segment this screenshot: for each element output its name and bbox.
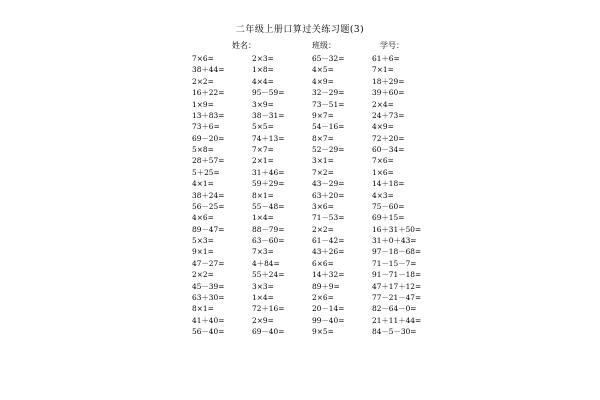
problem-cell: 18＋29= xyxy=(372,76,405,86)
problem-cell: 43＋26= xyxy=(312,247,345,257)
problem-cell: 45－39= xyxy=(192,281,225,291)
problem-cell: 7×3= xyxy=(252,247,274,257)
problem-cell: 24＋73= xyxy=(372,110,405,120)
problem-cell: 69－40= xyxy=(252,327,285,336)
problem-cell: 3×3= xyxy=(252,281,274,291)
problem-cell: 2×2= xyxy=(192,76,214,86)
problem-cell: 60－34= xyxy=(372,145,405,154)
name-label: 姓名： xyxy=(232,41,256,50)
problem-cell: 1×8= xyxy=(252,65,274,75)
problem-cell: 3×1= xyxy=(312,156,334,166)
student-id-label: 学号： xyxy=(380,41,404,50)
problem-cell: 84－5－30= xyxy=(372,327,417,336)
problem-cell: 2×1= xyxy=(252,156,274,166)
problem-cell: 31＋46= xyxy=(252,167,285,177)
problem-cell: 71－15－7= xyxy=(372,258,417,268)
problem-cell: 31＋0＋43= xyxy=(372,236,417,245)
problem-cell: 14＋32= xyxy=(312,270,345,280)
problem-cell: 8×7= xyxy=(312,133,334,143)
problem-cell: 4×9= xyxy=(312,76,334,86)
problem-cell: 38＋44= xyxy=(192,65,225,75)
problem-cell: 39＋60= xyxy=(372,88,405,98)
problem-cell: 43－29= xyxy=(312,179,345,189)
problem-cell: 7×2= xyxy=(312,167,334,177)
problem-cell: 2×2= xyxy=(312,224,334,234)
problem-cell: 14＋18= xyxy=(372,179,405,189)
problem-cell: 8×1= xyxy=(192,304,214,314)
problem-cell: 99－40= xyxy=(312,315,345,325)
problem-cell: 2×6= xyxy=(312,292,334,302)
problem-cell: 2×9= xyxy=(252,315,274,325)
class-label: 班级： xyxy=(312,41,336,50)
problem-cell: 9×1= xyxy=(192,247,214,257)
problem-cell: 8×1= xyxy=(252,190,274,200)
problem-cell: 4×4= xyxy=(252,76,274,86)
problem-cell: 9×5= xyxy=(312,327,334,336)
problem-cell: 89－47= xyxy=(192,224,225,234)
problem-cell: 72＋20= xyxy=(372,133,405,143)
problem-cell: 16＋22= xyxy=(192,88,225,98)
problem-cell: 63－60= xyxy=(252,236,285,245)
problem-cell: 73＋6= xyxy=(192,122,220,132)
problem-cell: 56－40= xyxy=(192,327,225,336)
problem-cell: 55－48= xyxy=(252,201,285,211)
problem-cell: 1×4= xyxy=(252,213,274,223)
problem-cell: 5＋25= xyxy=(192,167,220,177)
problem-cell: 91－71－18= xyxy=(372,270,422,280)
problem-cell: 5×5= xyxy=(252,122,274,132)
problem-cell: 54－16= xyxy=(312,122,345,132)
problem-cell: 4×5= xyxy=(312,65,334,75)
problem-cell: 13＋83= xyxy=(192,110,225,120)
problem-cell: 4×9= xyxy=(372,122,394,132)
problem-cell: 47－27= xyxy=(192,258,225,268)
problem-cell: 56－25= xyxy=(192,201,225,211)
problem-cell: 7×1= xyxy=(372,65,394,75)
problem-cell: 3×6= xyxy=(312,201,334,211)
problem-cell: 2×2= xyxy=(192,270,214,280)
problem-cell: 77－21－47= xyxy=(372,292,422,302)
problem-cell: 32－29= xyxy=(312,88,345,98)
problem-grid xyxy=(192,53,452,337)
problem-cell: 9×7= xyxy=(312,110,334,120)
problem-cell: 38－31= xyxy=(252,110,285,120)
problem-cell: 20－14= xyxy=(312,304,345,314)
problem-cell: 59＋29= xyxy=(252,179,285,189)
problem-cell: 95－59= xyxy=(252,88,285,98)
problem-cell: 4＋84= xyxy=(252,258,280,268)
problem-cell: 7×6= xyxy=(372,156,394,166)
problem-cell: 1×9= xyxy=(192,99,214,109)
problem-cell: 38＋24= xyxy=(192,190,225,200)
problem-cell: 28＋57= xyxy=(192,156,225,166)
problem-cell: 47＋17＋12= xyxy=(372,281,422,291)
problem-cell: 21＋11＋44= xyxy=(372,315,422,325)
problem-cell: 4×6= xyxy=(192,213,214,223)
problem-cell: 69－20= xyxy=(192,133,225,143)
problem-cell: 71－53= xyxy=(312,213,345,223)
problem-cell: 52－29= xyxy=(312,145,345,154)
problem-cell: 7×6= xyxy=(192,54,214,63)
problem-cell: 1×4= xyxy=(252,292,274,302)
problem-cell: 61＋6= xyxy=(372,54,400,63)
problem-cell: 3×9= xyxy=(252,99,274,109)
problem-cell: 2×3= xyxy=(252,54,274,63)
problem-cell: 74＋13= xyxy=(252,133,285,143)
problem-cell: 89＋9= xyxy=(312,281,340,291)
problem-cell: 75－60= xyxy=(372,201,405,211)
problem-cell: 65－32= xyxy=(312,54,345,63)
problem-cell: 88－79= xyxy=(252,224,285,234)
problem-cell: 73－51= xyxy=(312,99,345,109)
problem-cell: 61－42= xyxy=(312,236,345,245)
problem-cell: 72＋16= xyxy=(252,304,285,314)
problem-cell: 97－18－68= xyxy=(372,247,422,257)
problem-cell: 1×6= xyxy=(372,167,394,177)
problem-cell: 7×7= xyxy=(252,145,274,154)
problem-cell: 63＋30= xyxy=(192,292,225,302)
page-title: 二年级上册口算过关练习题(3) xyxy=(235,25,365,35)
problem-cell: 69＋15= xyxy=(372,213,405,223)
problem-cell: 82－64－0= xyxy=(372,304,417,314)
problem-cell: 2×4= xyxy=(372,99,394,109)
problem-cell: 41＋40= xyxy=(192,315,225,325)
problem-cell: 5×8= xyxy=(192,145,214,154)
problem-cell: 4×3= xyxy=(372,190,394,200)
problem-cell: 6×6= xyxy=(312,258,334,268)
problem-cell: 55＋24= xyxy=(252,270,285,280)
problem-cell: 16＋31＋50= xyxy=(372,224,422,234)
problem-cell: 63＋20= xyxy=(312,190,345,200)
problem-cell: 5×3= xyxy=(192,236,214,245)
problem-cell: 4×1= xyxy=(192,179,214,189)
